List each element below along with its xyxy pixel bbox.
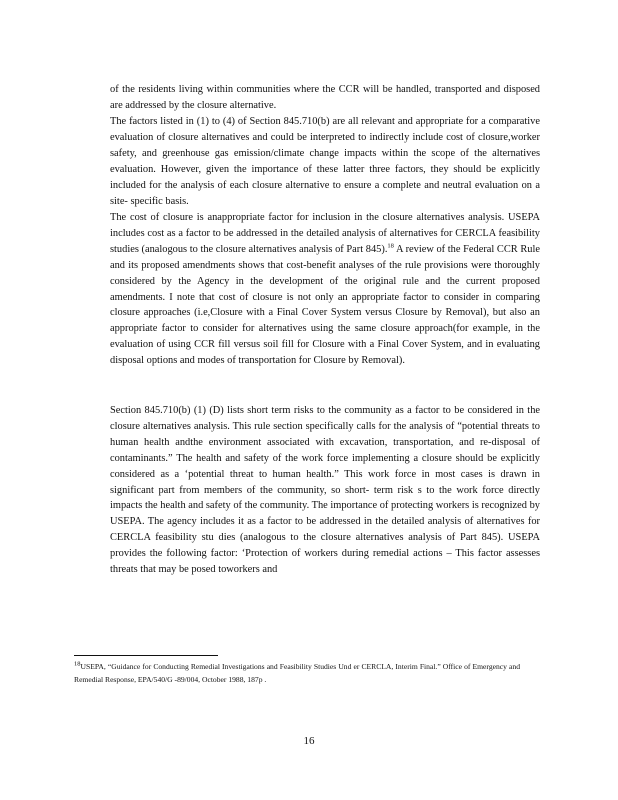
footnote-text: USEPA, “Guidance for Conducting Remedial Investigations and Feasibility Studies Und er CERCLA, Interim Final.” Office of Emergency and Remedial Response, EPA/540/G -89/004, October 1988, 187p . [74, 662, 520, 684]
bullet-text-factors: The factors listed in (1) to (4) of Section 845.710(b) are all relevant and appropriate for a comparative evaluation of closure alternatives and could be interpreted to indirectly include cost of closure,worker safety, and greenhouse gas emission/climate change impacts within the scope of the alternatives evaluation. However, given the importance of these latter three factors, they should be explicitly included for the analysis of each closure alternative to ensure a complete and neutral evaluation on a site- specific basis. [110, 116, 540, 207]
footnote-divider [74, 655, 218, 656]
bullet-item-factors [110, 114, 540, 209]
footnote-reference: 18 [387, 242, 394, 250]
bullet-list-1 [110, 114, 540, 209]
bullet-text-cost [110, 210, 540, 369]
bullet-item-cost [110, 210, 540, 369]
bullet-text-short-term-risks: Section 845.710(b) (1) (D) lists short term risks to the community as a factor to be considered in the closure alternatives analysis. This rule section specifically calls for the analysis of “potential threats to human health andthe environment associated with excavation, transportation, and re-disposal of contaminants.” The health and safety of the work force implementing a closure should be explicitly considered as a ‘potential threat to human health.” This work force in most cases is drawn in significant part from members of the community, so short- term risk s to the work force directly impacts the health and safety of the community. The importance of protecting workers is recognized by USEPA. The agency includes it as a factor to be addressed in the detailed analysis of alternatives for CERCLA feasibility stu dies (analogous to the closure alternatives analysis of Part 845). USEPA provides the following factor: ‘Protection of workers during remedial actions – This factor assesses threats that may be posed toworkers and [110, 405, 540, 576]
body-text-block [110, 82, 540, 114]
bullet-item-short-term-risks [110, 403, 540, 578]
cost-text-after-ref: A review of the Federal CCR Rule and its proposed amendments shows that cost-benefit analyses of the rule provisions were thoroughly considered by the Agency in the development of the original rule and the current proposed amendments. I note that cost of closure is not only an appropriate factor to consider in comparing closure approaches (i.e,Closure with a Final Cover System versus Closure by Removal), but also an appropriate factor to consider for alternatives using the same closure approach(for example, in the evaluation of using CCR fill versus soil fill for Closure with a Final Cover System, and in evaluating disposal options and modes of transportation for Closure by Removal). [110, 243, 540, 367]
bullet-list-2 [110, 210, 540, 369]
cost-text-before-ref: The cost of closure is anappropriate factor for inclusion in the closure alternatives analysis. USEPA includes cost as a factor to be addressed in the detailed analysis of alternatives for CERCLA feasibility studies (analogous to the closure alternatives analysis of Part 845). [110, 212, 540, 255]
bullet-list-3 [110, 403, 540, 578]
page-number: 16 [303, 735, 315, 747]
intro-paragraph: of the residents living within communities where the CCR will be handled, transported and disposed are addressed by the closure alternative. [110, 84, 540, 111]
footnote-number: 18 [74, 660, 81, 668]
footnote [74, 660, 520, 686]
